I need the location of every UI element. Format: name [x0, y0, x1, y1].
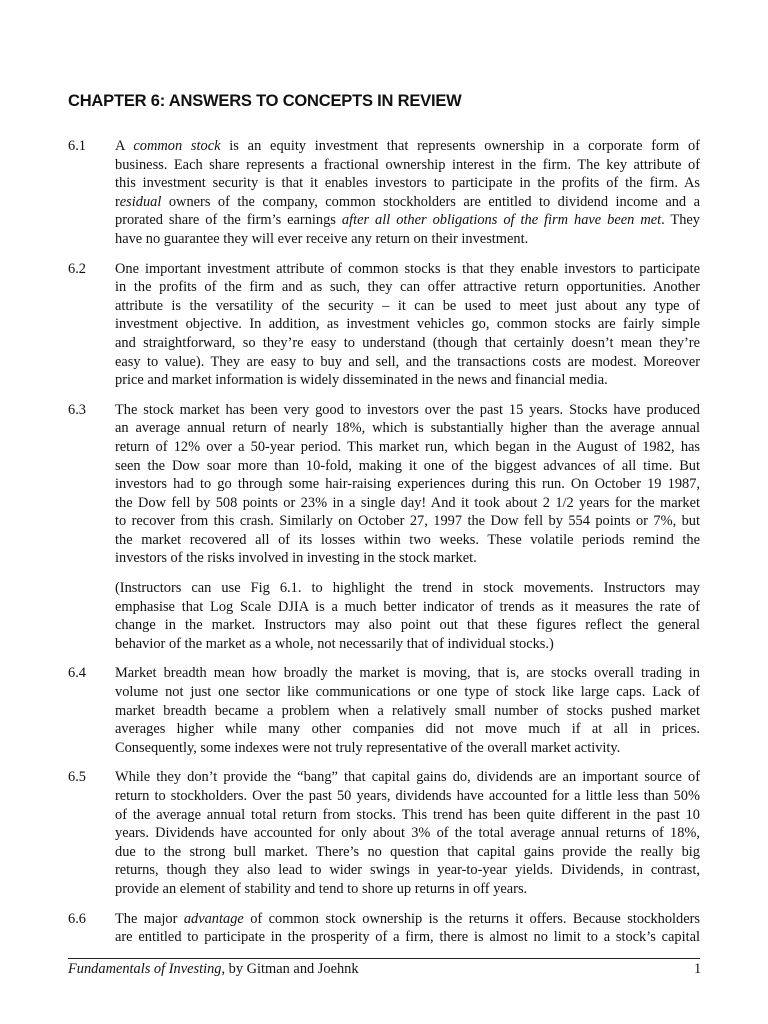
text-segment: an average annual return of nearly 18%, which is substantially higher than the average annual: [115, 420, 700, 437]
text-line: [115, 315, 700, 334]
text-segment: (Instructors can use Fig 6.1. to highlight the trend in stock movements. Instructors may: [115, 580, 700, 597]
answer-text: [115, 401, 700, 568]
book-title: Fundamentals of Investing: [68, 961, 222, 977]
byline: , by Gitman and Joehnk: [221, 961, 359, 977]
text-line: [115, 156, 700, 175]
text-segment: market breadth became a problem when a relatively small number of stocks pushed market: [115, 702, 700, 719]
text-segment: of the average annual total return from stocks. This trend has been quite different in the past 10: [115, 806, 700, 823]
text-line: [115, 720, 700, 739]
text-segment: owners of the company, common stockholders are entitled to dividend income and a: [161, 193, 700, 210]
text-line: [115, 371, 700, 390]
text-segment: averages higher while many other companies did not move much if at all in prices.: [115, 721, 700, 738]
text-segment: . They: [661, 212, 700, 229]
text-line: [115, 616, 700, 635]
text-line: [115, 635, 700, 654]
text-line: [115, 531, 700, 550]
text-line: [115, 702, 700, 721]
instructor-note: [68, 579, 700, 653]
text-segment: prorated share of the firm’s earnings: [115, 212, 342, 229]
text-segment: volume not just one sector like communications or one type of stock like large caps. Lack of: [115, 684, 700, 701]
text-segment: return to stockholders. Over the past 50 years, dividends have accounted for a little less than 50%: [115, 788, 700, 804]
answer-number: 6.2: [68, 260, 86, 277]
text-segment: this investment security is that it enables investors to participate in the profits of the firm. As: [115, 175, 700, 192]
text-segment: business. Each share represents a fractional ownership interest in the firm. The key attribute of: [115, 156, 700, 173]
text-line: [115, 193, 700, 212]
text-line: [115, 334, 700, 353]
text-line: [115, 353, 700, 372]
text-line: [115, 137, 700, 156]
text-line: [115, 549, 700, 568]
answer-number: 6.5: [68, 769, 86, 786]
text-segment: the Dow fell by 508 points or 23% in a single day! And it took about 2 1/2 years for the market: [115, 494, 700, 511]
text-segment: have no guarantee they will ever receive any return on their investment.: [115, 230, 529, 247]
text-segment: is an equity investment that represents ownership in a corporate form of: [220, 138, 700, 154]
text-segment: attribute is the versatility of the security – it can be used to meet just about any type of: [115, 297, 700, 314]
text-line: [115, 928, 700, 947]
answer-6-6: [68, 910, 700, 947]
text-segment: are entitled to participate in the prosperity of a firm, there is almost no limit to a stock’s capital: [115, 929, 700, 946]
answer-6-2: [68, 260, 700, 390]
answer-6-4: [68, 664, 700, 757]
answer-text: [115, 664, 700, 757]
text-segment: The major: [115, 910, 184, 927]
text-segment: r: [115, 193, 120, 210]
answer-number: 6.4: [68, 665, 86, 682]
emphasis-text: after all other obligations of the firm have been met: [341, 212, 662, 229]
text-line: [115, 787, 700, 806]
footer-divider: [68, 958, 700, 959]
text-line: [115, 401, 700, 420]
answer-6-5: [68, 768, 700, 898]
emphasis-text: common stock: [133, 138, 221, 154]
answer-text: [115, 579, 700, 653]
answer-number: 6.3: [68, 401, 86, 418]
text-segment: The stock market has been very good to investors over the past 15 years. Stocks have produced: [115, 401, 700, 418]
text-segment: price and market information is widely disseminated in the news and financial media.: [115, 372, 608, 389]
text-line: [115, 419, 700, 438]
text-segment: While they don’t provide the “bang” that capital gains do, dividends are an important source of: [115, 769, 700, 786]
text-segment: change in the market. Instructors may also point out that these figures reflect the general: [115, 617, 700, 634]
text-line: [115, 579, 700, 598]
answer-text: [115, 910, 700, 947]
answer-6-3: [68, 401, 700, 568]
text-segment: in the profits of the firm and as such, they can offer attractive return opportunities. Another: [115, 279, 700, 296]
answer-text: [115, 260, 700, 390]
text-segment: investors of the risks involved in investing in the stock market.: [115, 550, 477, 567]
text-segment: Consequently, some indexes were not truly representative of the overall market activity.: [115, 739, 621, 756]
text-line: [115, 861, 700, 880]
text-line: [115, 739, 700, 758]
emphasis-text: advantage: [183, 910, 244, 927]
text-line: [115, 297, 700, 316]
text-segment: Market breadth mean how broadly the market is moving, that is, are stocks overall trading in: [115, 665, 700, 682]
text-line: [115, 683, 700, 702]
text-segment: of common stock ownership is the returns it offers. Because stockholders: [243, 910, 700, 927]
text-line: [115, 278, 700, 297]
text-line: [115, 457, 700, 476]
text-segment: due to the strong bull market. There’s no question that capital gains provide the really big: [115, 843, 700, 860]
emphasis-text: esidual: [119, 193, 162, 210]
text-segment: years. Dividends have accounted for only about 3% of the total average annual returns of 18%,: [115, 825, 700, 842]
text-segment: behavior of the market as a whole, not necessarily that of individual stocks.): [115, 635, 554, 652]
text-line: [115, 260, 700, 279]
text-line: [115, 824, 700, 843]
answer-text: [115, 137, 700, 249]
answer-number: 6.1: [68, 138, 86, 154]
text-segment: returns, though they also lead to wider swings in year-to-year yields. Dividends, in contrast,: [115, 862, 700, 879]
text-segment: the market recovered all of its losses within two weeks. These volatile periods remind the: [115, 531, 700, 548]
text-line: [115, 806, 700, 825]
text-line: [115, 880, 700, 899]
text-segment: to recover from this crash. Similarly on October 27, 1997 the Dow fell by 554 points or 7%, but: [115, 513, 700, 530]
text-segment: investment objective. In addition, as investment vehicles go, common stocks are fairly simple: [115, 316, 700, 333]
answer-6-1: [68, 137, 700, 249]
chapter-title: CHAPTER 6: ANSWERS TO CONCEPTS IN REVIEW: [68, 92, 462, 110]
text-line: [115, 664, 700, 683]
text-line: [115, 512, 700, 531]
text-line: [115, 230, 700, 249]
text-segment: A: [115, 138, 134, 154]
text-segment: seen the Dow soar more than 10-fold, making it one of the biggest advances of all time. But: [115, 457, 700, 474]
text-line: [115, 211, 700, 230]
text-segment: and straightforward, so they’re easy to understand (though that certainly doesn’t mean they’re: [115, 334, 700, 351]
text-segment: emphasise that Log Scale DJIA is a much better indicator of trends as it measures the rate of: [115, 598, 700, 615]
text-segment: provide an element of stability and tend to shore up returns in off years.: [115, 880, 528, 897]
text-segment: investors had to go through some hair-raising experiences during this run. On October 19 1987,: [115, 476, 700, 493]
text-line: [115, 475, 700, 494]
text-line: [115, 768, 700, 787]
text-line: [115, 843, 700, 862]
footer-citation: [68, 961, 359, 978]
answer-text: [115, 768, 700, 898]
answer-number: 6.6: [68, 910, 86, 927]
text-line: [115, 598, 700, 617]
text-line: [115, 910, 700, 929]
text-segment: easy to value). They are easy to buy and sell, and the transactions costs are modest. Moreover: [115, 353, 700, 370]
document-body: [68, 137, 700, 958]
text-segment: One important investment attribute of common stocks is that they enable investors to participate: [115, 260, 700, 277]
page-number: 1: [694, 961, 702, 977]
text-line: [115, 174, 700, 193]
text-line: [115, 438, 700, 457]
text-line: [115, 494, 700, 513]
text-segment: return of 12% over a 50-year period. This market run, which began in the August of 1982, has: [115, 438, 700, 455]
